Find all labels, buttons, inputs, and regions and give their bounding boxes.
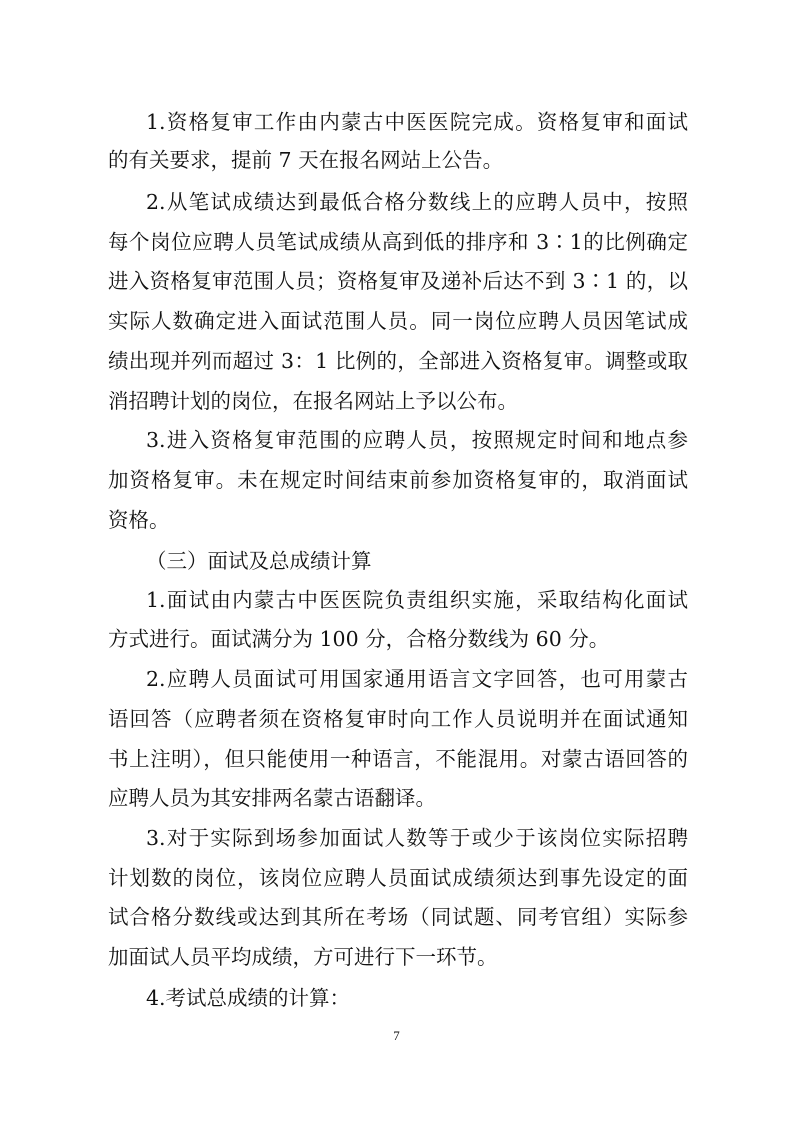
text-line: 3.对于实际到场参加面试人数等于或少于该岗位实际招聘 — [146, 826, 688, 850]
text-line: 方式进行。面试满分为 100 分，合格分数线为 60 分。 — [108, 627, 610, 651]
text-line: 绩出现并列而超过 3：1 比例的，全部进入资格复审。调整或取 — [108, 349, 688, 373]
text-line: 3.进入资格复审范围的应聘人员，按照规定时间和地点参 — [146, 428, 688, 452]
text-line: 消招聘计划的岗位，在报名网站上予以公布。 — [108, 389, 518, 413]
text-line: 语回答（应聘者须在资格复审时向工作人员说明并在面试通知 — [108, 707, 688, 731]
text-line: 2.应聘人员面试可用国家通用语言文字回答，也可用蒙古 — [146, 667, 688, 691]
text-line: 2.从笔试成绩达到最低合格分数线上的应聘人员中，按照 — [146, 190, 688, 214]
text-line: 进入资格复审范围人员；资格复审及递补后达不到 3∶1 的，以 — [108, 269, 688, 293]
text-line: 1.面试由内蒙古中医医院负责组织实施，采取结构化面试 — [146, 588, 688, 612]
text-line: 每个岗位应聘人员笔试成绩从高到低的排序和 3∶1的比例确定 — [108, 230, 688, 254]
section-heading: （三）面试及总成绩计算 — [146, 549, 372, 573]
text-line: 加面试人员平均成绩，方可进行下一环节。 — [108, 945, 498, 969]
text-line: 应聘人员为其安排两名蒙古语翻译。 — [108, 786, 436, 810]
text-line: 试合格分数线或达到其所在考场（同试题、同考官组）实际参 — [108, 905, 688, 929]
text-line: 的有关要求，提前 7 天在报名网站上公告。 — [108, 148, 504, 172]
text-line: 书上注明），但只能使用一种语言，不能混用。对蒙古语回答的 — [108, 747, 688, 771]
text-line: 资格。 — [108, 508, 170, 532]
text-line: 1.资格复审工作由内蒙古中医医院完成。资格复审和面试 — [146, 110, 688, 134]
text-line: 计划数的岗位，该岗位应聘人员面试成绩须达到事先设定的面 — [108, 866, 688, 890]
text-line: 加资格复审。未在规定时间结束前参加资格复审的，取消面试 — [108, 468, 688, 492]
text-line: 4.考试总成绩的计算： — [146, 986, 351, 1010]
text-line: 实际人数确定进入面试范围人员。同一岗位应聘人员因笔试成 — [108, 309, 688, 333]
page-number: 7 — [393, 1028, 400, 1043]
